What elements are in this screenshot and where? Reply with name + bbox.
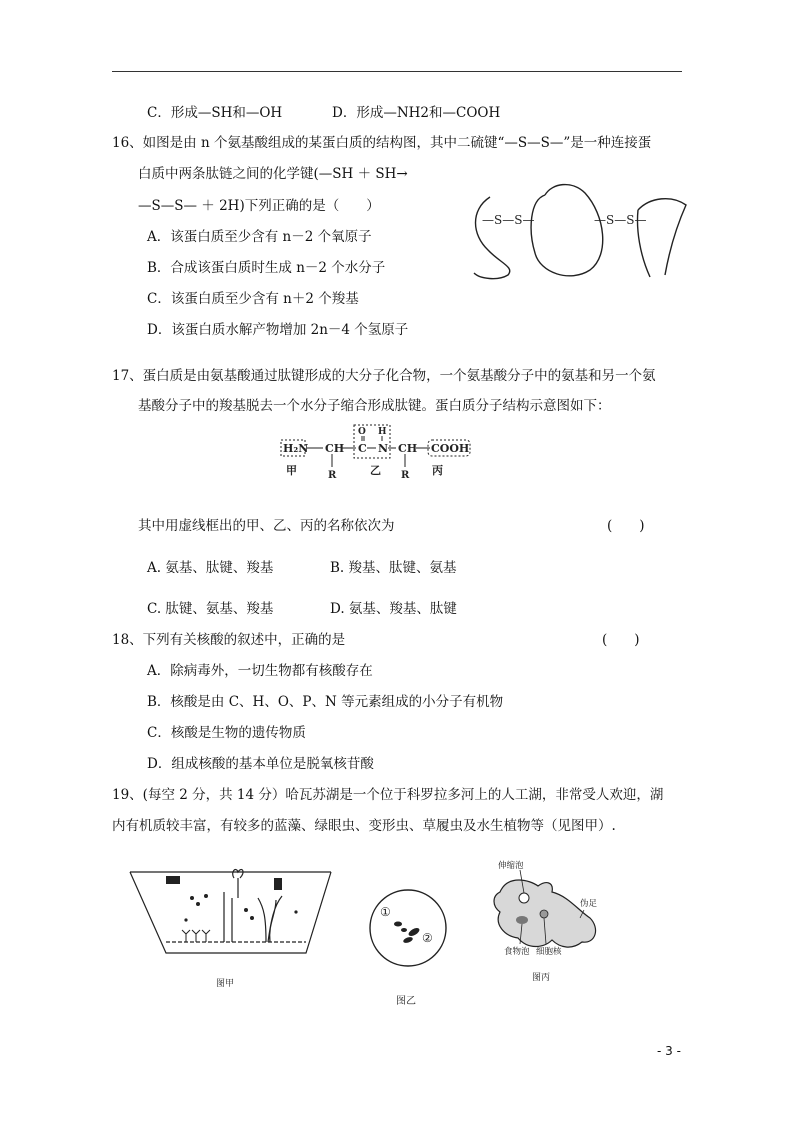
q17-r-1: R bbox=[328, 470, 337, 481]
q16-bond-left: —S—S— bbox=[482, 213, 535, 227]
q19-fig-jia-caption: 图甲 bbox=[216, 979, 235, 989]
q16-stem-line3: —S—S— ＋ 2H)下列正确的是（ ） bbox=[138, 198, 380, 214]
q17-ch-1: CH bbox=[325, 442, 345, 455]
q17-r-2: R bbox=[401, 470, 410, 481]
q16-option-c: C．该蛋白质至少含有 n＋2 个羧基 bbox=[147, 291, 359, 307]
q17-h: H bbox=[378, 427, 387, 437]
q17-label-jia: 甲 bbox=[286, 464, 297, 477]
q18-option-b: B．核酸是由 C、H、O、P、N 等元素组成的小分子有机物 bbox=[147, 694, 504, 710]
q15-option-c: C．形成—SH和—OH bbox=[147, 105, 283, 121]
q15-option-d: D．形成—NH2和—COOH bbox=[332, 105, 501, 121]
q19-fig-bing-caption: 图丙 bbox=[532, 973, 551, 983]
q17-n-atom: N bbox=[378, 442, 389, 455]
q17-option-d: D. 氨基、羧基、肽键 bbox=[330, 601, 457, 617]
q17-stem-line1: 17、蛋白质是由氨基酸通过肽键形成的大分子化合物，一个氨基酸分子中的氨基和另一个氨 bbox=[112, 368, 656, 384]
q16-stem-line1: 16、如图是由 n 个氨基酸组成的某蛋白质的结构图，其中二硫键“—S—S—”是一种连接蛋 bbox=[112, 135, 652, 151]
q19-stem-line2: 内有机质较丰富，有较多的蓝藻、绿眼虫、变形虫、草履虫及水生植物等（见图甲）. bbox=[112, 818, 616, 834]
q19-fig-yi-mark1: ① bbox=[380, 905, 391, 919]
q17-h2n: H₂N bbox=[283, 442, 309, 455]
q17-stem-question: 其中用虚线框出的甲、乙、丙的名称依次为 bbox=[138, 518, 395, 534]
q19-fig-bing-label-nucleus: 细胞核 bbox=[536, 947, 562, 957]
q17-label-bing: 丙 bbox=[432, 464, 443, 477]
q17-option-b: B. 羧基、肽键、氨基 bbox=[330, 560, 457, 576]
q17-cooh: COOH bbox=[431, 442, 470, 455]
q19-fig-bing-label-top: 伸缩泡 bbox=[498, 861, 524, 871]
q19-fig-bing-label-right: 伪足 bbox=[580, 899, 598, 909]
q19-figure-jia bbox=[126, 858, 348, 998]
q18-stem: 18、下列有关核酸的叙述中，正确的是 bbox=[112, 632, 346, 648]
q17-label-yi: 乙 bbox=[370, 464, 381, 477]
q16-protein-figure bbox=[460, 175, 700, 285]
q19-fig-bing-label-food: 食物泡 bbox=[504, 947, 530, 957]
q19-figure-bing bbox=[480, 852, 610, 992]
q17-option-a: A. 氨基、肽键、羧基 bbox=[147, 560, 274, 576]
q18-option-d: D．组成核酸的基本单位是脱氧核苷酸 bbox=[147, 756, 374, 772]
header-rule bbox=[112, 71, 682, 72]
q19-stem-line1: 19、(每空 2 分，共 14 分）哈瓦苏湖是一个位于科罗拉多河上的人工湖，非常受人欢迎，湖 bbox=[112, 787, 664, 803]
q17-answer-paren: ( ) bbox=[607, 518, 645, 534]
q19-figure-yi bbox=[366, 872, 450, 1012]
q17-ch-2: CH bbox=[398, 442, 418, 455]
q19-fig-yi-mark2: ② bbox=[422, 931, 433, 945]
q17-o: O bbox=[358, 427, 366, 437]
page-number: - 3 - bbox=[657, 1044, 681, 1058]
q17-peptide-figure bbox=[280, 422, 480, 482]
q16-bond-right: —S—S— bbox=[594, 213, 647, 227]
q18-option-c: C．核酸是生物的遗传物质 bbox=[147, 725, 306, 741]
q16-option-a: A．该蛋白质至少含有 n－2 个氧原子 bbox=[147, 229, 372, 245]
q17-c-atom: C bbox=[358, 442, 367, 455]
q16-option-d: D．该蛋白质水解产物增加 2n－4 个氢原子 bbox=[147, 322, 409, 338]
q16-stem-line2: 白质中两条肽链之间的化学键(—SH ＋ SH→ bbox=[138, 166, 408, 182]
q19-fig-yi-caption: 图乙 bbox=[396, 996, 416, 1007]
q18-answer-paren: ( ) bbox=[602, 632, 640, 648]
q17-option-c: C. 肽键、氨基、羧基 bbox=[147, 601, 274, 617]
q18-option-a: A．除病毒外，一切生物都有核酸存在 bbox=[147, 663, 373, 679]
q17-stem-line2: 基酸分子中的羧基脱去一个水分子缩合形成肽键。蛋白质分子结构示意图如下： bbox=[138, 398, 611, 414]
q16-option-b: B．合成该蛋白质时生成 n－2 个水分子 bbox=[147, 260, 386, 276]
